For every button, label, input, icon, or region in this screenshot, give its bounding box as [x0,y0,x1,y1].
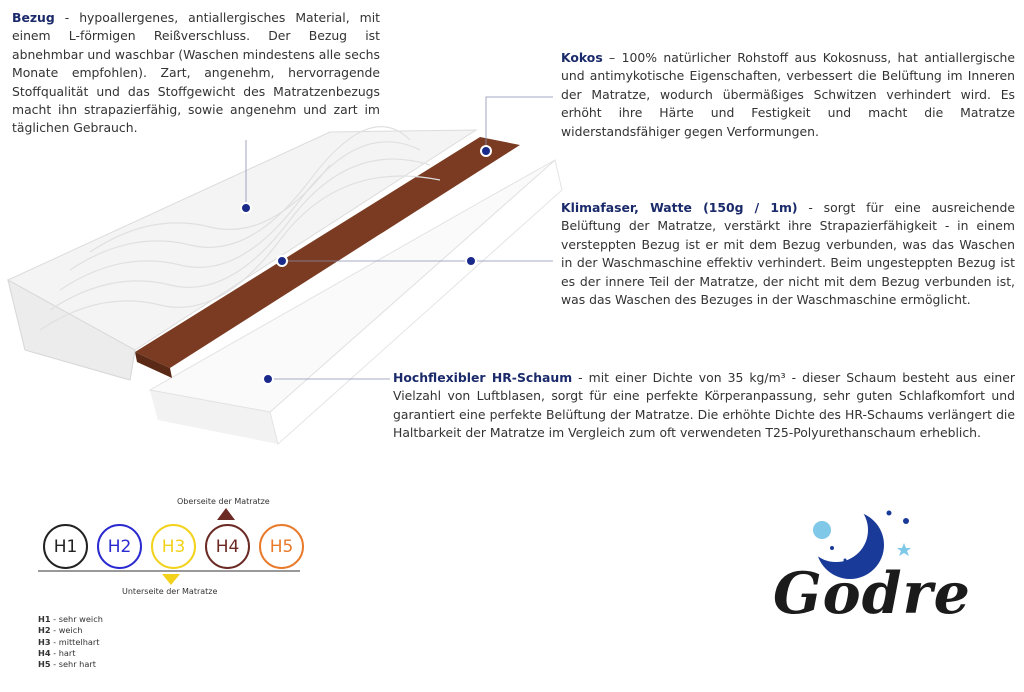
foam-title: Hochflexibler HR-Schaum [393,370,573,385]
legend-desc: - hart [50,647,76,658]
legend-row [38,625,103,636]
foam-text: - mit einer Dichte von 35 kg/m³ - dieser Schaum besteht aus einer Vielzahl von Luftblasen, sorgt für eine perfekte Körperanpassung, sehr guten Schlafkomfort und garantiert eine perfekte Belüftung der Matratze. Die erhöhte Dichte des HR-Schaums verlängert die Haltbarkeit der Matratze im Vergleich zum oft verwendeten T25-Polyurethanschaum erheblich. [393,370,1015,441]
legend-row [38,659,103,670]
bottom-side-label: Unterseite der Matratze [122,587,218,596]
foam-description [393,369,1015,443]
legend-row [38,648,103,659]
brand-logo: Godre [773,560,971,627]
legend-desc: - sehr weich [50,614,103,624]
hardness-h3-circle: H3 [151,524,196,569]
hardness-h2-circle: H2 [97,524,142,569]
top-side-label: Oberseite der Matratze [177,497,270,506]
hardness-h4-circle: H4 [205,524,250,569]
legend-code: H5 [38,659,51,670]
coconut-title: Kokos [561,50,603,65]
legend-code: H2 [38,625,51,636]
legend-row [38,614,103,625]
cover-description [12,9,380,138]
cover-text: - hypoallergenes, antiallergisches Material, mit einem L-förmigen Reißverschluss. Der Bezug ist abnehmbar und waschbar (Waschen mindestens alle sechs Monate empfohlen). Zart, angenehm, hervorragende Stoffqualität und das Stoffgewicht des Matratzenbezugs macht ihn strapazierfähig, sowie angenehm und zart im täglichen Gebrauch. [12,10,380,136]
hardness-legend [38,614,103,670]
legend-desc: - sehr hart [50,659,96,670]
legend-desc: - weich [50,625,83,636]
climate-fiber-title: Klimafaser, Watte (150g / 1m) [561,200,798,215]
bottom-arrow [162,574,180,585]
climate-fiber-description [561,199,1015,309]
coconut-text: – 100% natürlicher Rohstoff aus Kokosnuss, hat antiallergische und antimykotische Eigenschaften, verbessert die Belüftung im Inneren der Matratze, wodurch übermäßiges Schwitzen verhindert wird. Es erhöht ihre Härte und Festigkeit und macht die Matratze widerstandsfähiger gegen Verformungen. [561,50,1015,139]
legend-code: H3 [38,636,51,647]
hardness-h1-circle: H1 [43,524,88,569]
climate-fiber-text: - sorgt für eine ausreichende Belüftung der Matratze, verstärkt ihre Strapazierfähigkeit - in einem versteppten Bezug ist er mit dem Bezug verbunden, was das Waschen in der Waschmaschine effektiv verhindert. Beim ungesteppten Bezug ist es der innere Teil der Matratze, der nicht mit dem Bezug verbunden ist, was das Waschen des Bezuges in der Waschmaschine ermöglicht. [561,200,1015,308]
cover-title: Bezug [12,10,55,25]
legend-code: H4 [38,647,51,658]
top-arrow [217,508,235,520]
hardness-h5-circle: H5 [259,524,304,569]
coconut-description [561,49,1015,141]
legend-desc: - mittelhart [50,636,100,647]
legend-code: H1 [38,614,51,624]
legend-row [38,637,103,648]
